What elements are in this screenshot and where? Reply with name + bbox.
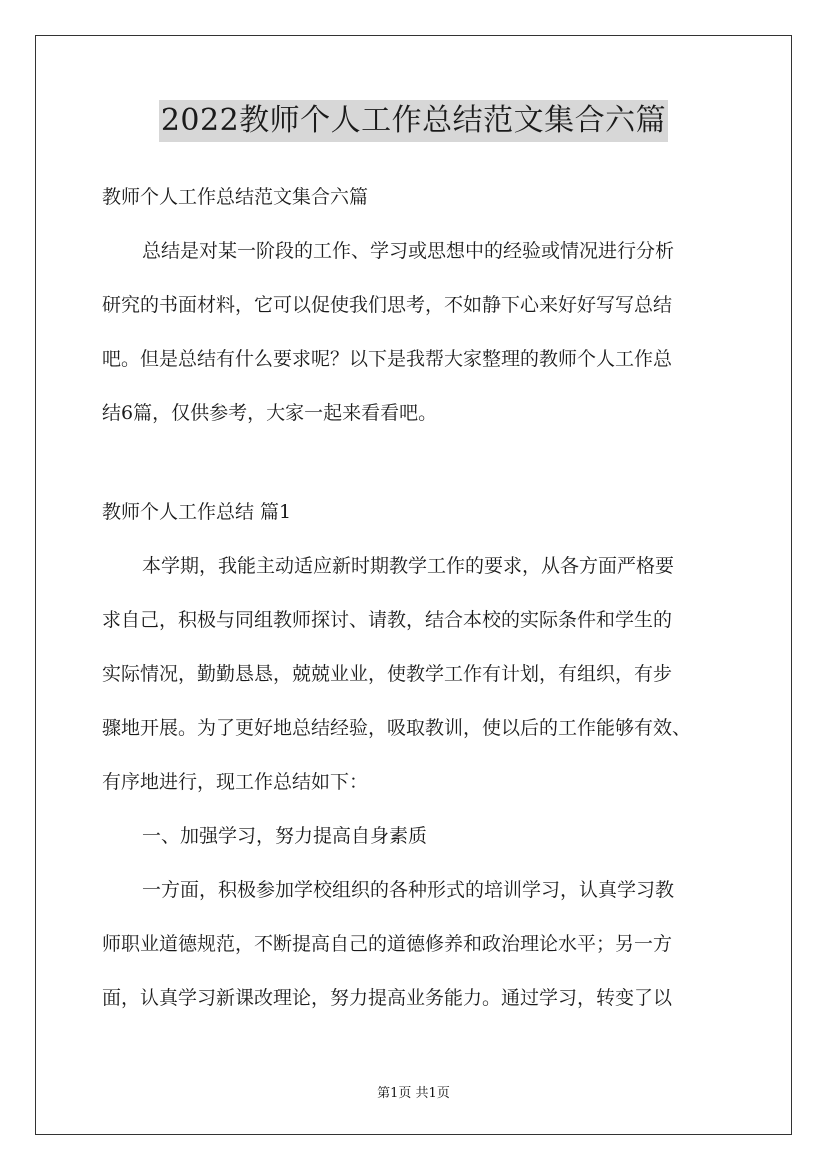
paragraph-line: 面，认真学习新课改理论，努力提高业务能力。通过学习，转变了以 <box>102 987 673 1009</box>
intro-line: 吧。但是总结有什么要求呢？以下是我帮大家整理的教师个人工作总 <box>102 348 673 370</box>
title-container <box>0 100 827 142</box>
document-subtitle: 教师个人工作总结范文集合六篇 <box>102 186 369 208</box>
document-body <box>102 170 742 1025</box>
paragraph-line: 一方面，积极参加学校组织的各种形式的培训学习，认真学习教 <box>142 879 675 901</box>
section-line: 有序地进行，现工作总结如下： <box>102 771 369 793</box>
document-title: 2022教师个人工作总结范文集合六篇 <box>159 100 668 142</box>
intro-line: 总结是对某一阶段的工作、学习或思想中的经验或情况进行分析 <box>142 240 675 262</box>
intro-line: 结6篇，仅供参考，大家一起来看看吧。 <box>102 402 438 424</box>
page-number: 第1页 共1页 <box>377 1086 450 1101</box>
paragraph-line: 师职业道德规范，不断提高自己的道德修养和政治理论水平；另一方 <box>102 933 673 955</box>
page-footer <box>0 1082 827 1101</box>
intro-line: 研究的书面材料，它可以促使我们思考，不如静下心来好好写写总结 <box>102 294 673 316</box>
section-line: 本学期，我能主动适应新时期教学工作的要求，从各方面严格要 <box>142 555 675 577</box>
section-line: 求自己，积极与同组教师探讨、请教，结合本校的实际条件和学生的 <box>102 609 673 631</box>
section-line: 骤地开展。为了更好地总结经验，吸取教训，使以后的工作能够有效、 <box>102 717 692 739</box>
paragraph-gap <box>102 440 742 485</box>
section-line: 实际情况，勤勤恳恳，兢兢业业，使教学工作有计划，有组织，有步 <box>102 663 673 685</box>
subheading: 一、加强学习，努力提高自身素质 <box>142 825 428 847</box>
section-heading: 教师个人工作总结 篇1 <box>102 501 292 523</box>
